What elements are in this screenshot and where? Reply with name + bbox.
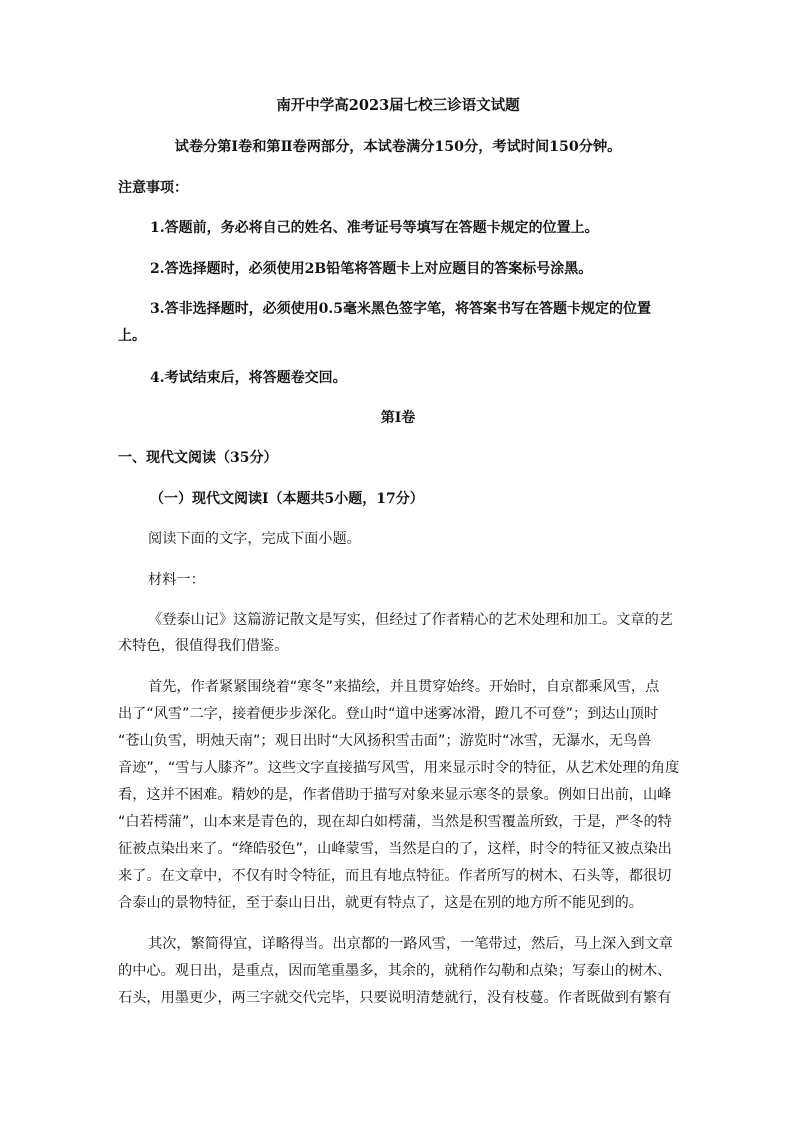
paragraph-line: 的中心。观日出，是重点，因而笔重墨多，其余的，就稍作勾勒和点染；写泰山的树木、 bbox=[118, 963, 672, 979]
paragraph-line: 合泰山的景物特征，至于泰山日出，就更有特点了，这是在别的地方所不能见到的。 bbox=[118, 895, 643, 911]
paragraph-line: “苍山负雪，明烛天南”；观日出时“大风扬积雪击面”；游览时“冰雪，无瀑水，无鸟兽 bbox=[118, 733, 652, 749]
instruction-text: 阅读下面的文字，完成下面小题。 bbox=[148, 531, 361, 547]
paragraph-line: 出了“风雪”二字，接着便步步深化。登山时“道中迷雾冰滑，蹬几不可登”；到达山顶时 bbox=[118, 706, 659, 722]
material-label: 材料一： bbox=[148, 572, 205, 588]
section-heading: 一、现代文阅读（35分） bbox=[118, 450, 278, 466]
subsection-heading: （一）现代文阅读Ⅰ（本题共5小题，17分） bbox=[150, 491, 424, 507]
paragraph-line: 音迹”，“雪与人膝齐”。这些文字直接描写风雪，用来显示时令的特征，从艺术处理的角度 bbox=[118, 760, 680, 776]
paragraph-line: 来了。在文章中，不仅有时令特征，而且有地点特征。作者所写的树木、石头等，都很切 bbox=[118, 868, 672, 884]
exam-subtitle: 试卷分第Ⅰ卷和第Ⅱ卷两部分，本试卷满分150分，考试时间150分钟。 bbox=[174, 139, 622, 155]
paragraph-line: 其次，繁简得宜，详略得当。出京都的一路风雪，一笔带过，然后，马上深入到文章 bbox=[148, 936, 673, 952]
notice-item-continued: 上。 bbox=[118, 328, 146, 344]
paragraph-line: 术特色，很值得我们借鉴。 bbox=[118, 638, 289, 654]
paragraph-line: 征被点染出来了。“绛皓驳色”，山峰蒙雪，当然是白的了，这样，时令的特征又被点染出 bbox=[118, 841, 672, 857]
notice-item: 2.答选择题时，必须使用2B铅笔将答题卡上对应题目的答案标号涂黑。 bbox=[150, 261, 593, 277]
notice-item: 3.答非选择题时，必须使用0.5毫米黑色签字笔，将答案书写在答题卡规定的位置 bbox=[150, 301, 651, 317]
notice-item: 1.答题前，务必将自己的姓名、准考证号等填写在答题卡规定的位置上。 bbox=[150, 220, 599, 236]
paragraph-line: 《登泰山记》这篇游记散文是写实，但经过了作者精心的艺术处理和加工。文章的艺 bbox=[148, 612, 673, 628]
paragraph-line: “白若樗蒲”，山本来是青色的，现在却白如樗蒲，当然是积雪覆盖所致，于是，严冬的特 bbox=[118, 814, 672, 830]
paragraph-line: 石头，用墨更少，两三字就交代完毕，只要说明清楚就行，没有枝蔓。作者既做到有繁有 bbox=[118, 990, 672, 1006]
notice-heading: 注意事项： bbox=[118, 180, 188, 196]
exam-title: 南开中学高2023届七校三诊语文试题 bbox=[276, 97, 520, 114]
paragraph-line: 看，这并不困难。精妙的是，作者借助于描写对象来显示寒冬的景象。例如日出前，山峰 bbox=[118, 787, 672, 803]
volume-heading: 第Ⅰ卷 bbox=[380, 410, 416, 426]
notice-item: 4.考试结束后，将答题卷交回。 bbox=[150, 370, 347, 386]
paragraph-line: 首先，作者紧紧围绕着“寒冬”来描绘，并且贯穿始终。开始时，自京都乘风雪，点 bbox=[148, 679, 660, 695]
